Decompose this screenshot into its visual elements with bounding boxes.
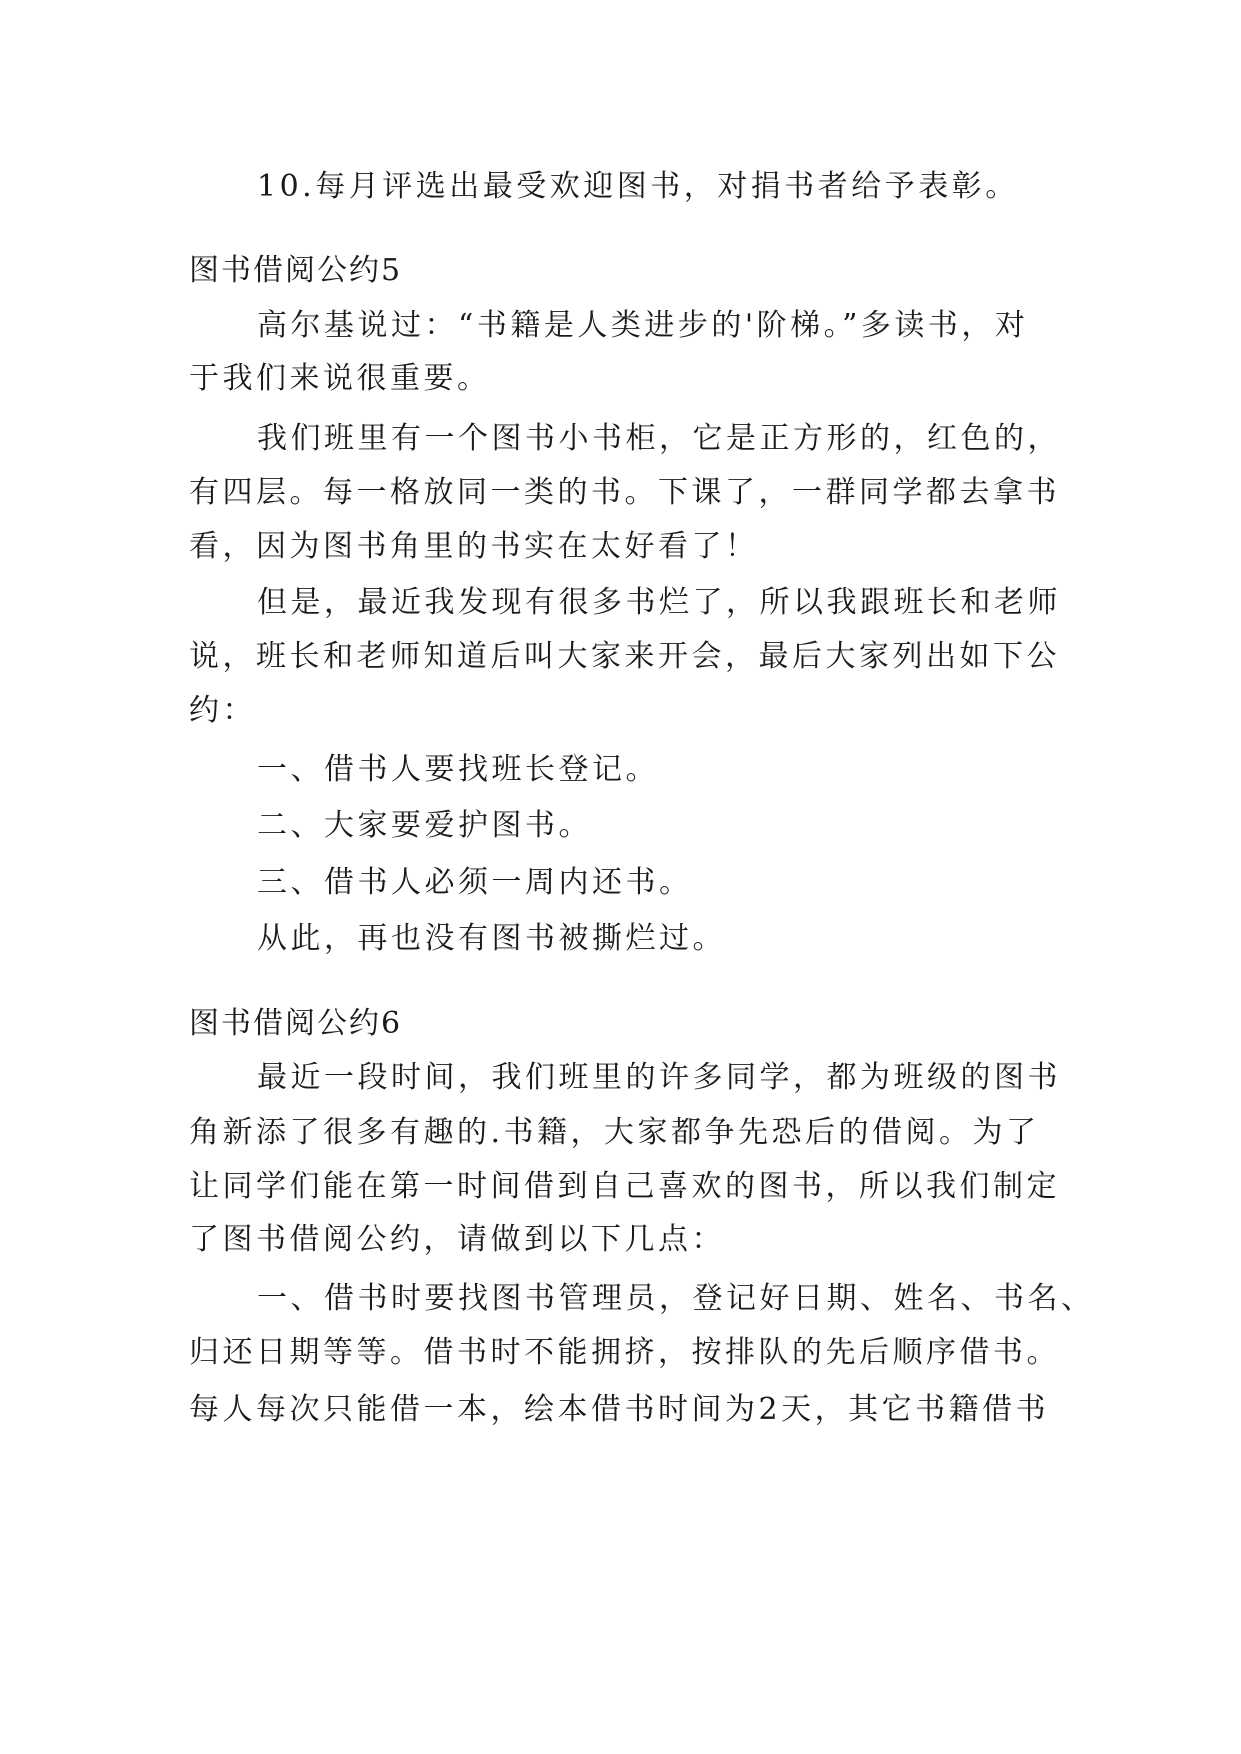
paragraph-line: 一、借书时要找图书管理员，登记好日期、姓名、书名、	[257, 1281, 1095, 1316]
paragraph-line: 但是，最近我发现有很多书烂了，所以我跟班长和老师	[257, 585, 1061, 620]
list-item: 一、借书人要找班长登记。	[257, 752, 659, 787]
list-item: 三、借书人必须一周内还书。	[257, 865, 693, 900]
paragraph-line: 最近一段时间，我们班里的许多同学，都为班级的图书	[257, 1060, 1061, 1095]
paragraph-line: 归还日期等等。借书时不能拥挤，按排队的先后顺序借书。	[189, 1335, 1060, 1370]
paragraph-line: 高尔基说过：“书籍是人类进步的'阶梯。”多读书，对	[257, 308, 1029, 343]
list-item: 二、大家要爱护图书。	[257, 808, 592, 843]
paragraph-line: 有四层。每一格放同一类的书。下课了，一群同学都去拿书	[189, 475, 1060, 510]
paragraph-line: 我们班里有一个图书小书柜，它是正方形的，红色的，	[257, 421, 1061, 456]
section-heading: 图书借阅公约5	[189, 253, 403, 288]
section-heading: 图书借阅公约6	[189, 1006, 403, 1041]
paragraph-line: 约：	[189, 693, 256, 728]
paragraph-line: 每人每次只能借一本，绘本借书时间为2天，其它书籍借书	[189, 1392, 1050, 1427]
paragraph-line: 让同学们能在第一时间借到自己喜欢的图书，所以我们制定	[189, 1169, 1060, 1204]
paragraph-line: 了图书借阅公约，请做到以下几点：	[189, 1222, 725, 1257]
paragraph-line: 角新添了很多有趣的.书籍，大家都争先恐后的借阅。为了	[189, 1115, 1040, 1150]
paragraph-line: 看，因为图书角里的书实在太好看了！	[189, 529, 759, 564]
paragraph-line: 说，班长和老师知道后叫大家来开会，最后大家列出如下公	[189, 639, 1060, 674]
paragraph-line: 10.每月评选出最受欢迎图书，对捐书者给予表彰。	[257, 169, 1019, 204]
paragraph-line: 从此，再也没有图书被撕烂过。	[257, 921, 726, 956]
paragraph-line: 于我们来说很重要。	[189, 361, 491, 396]
